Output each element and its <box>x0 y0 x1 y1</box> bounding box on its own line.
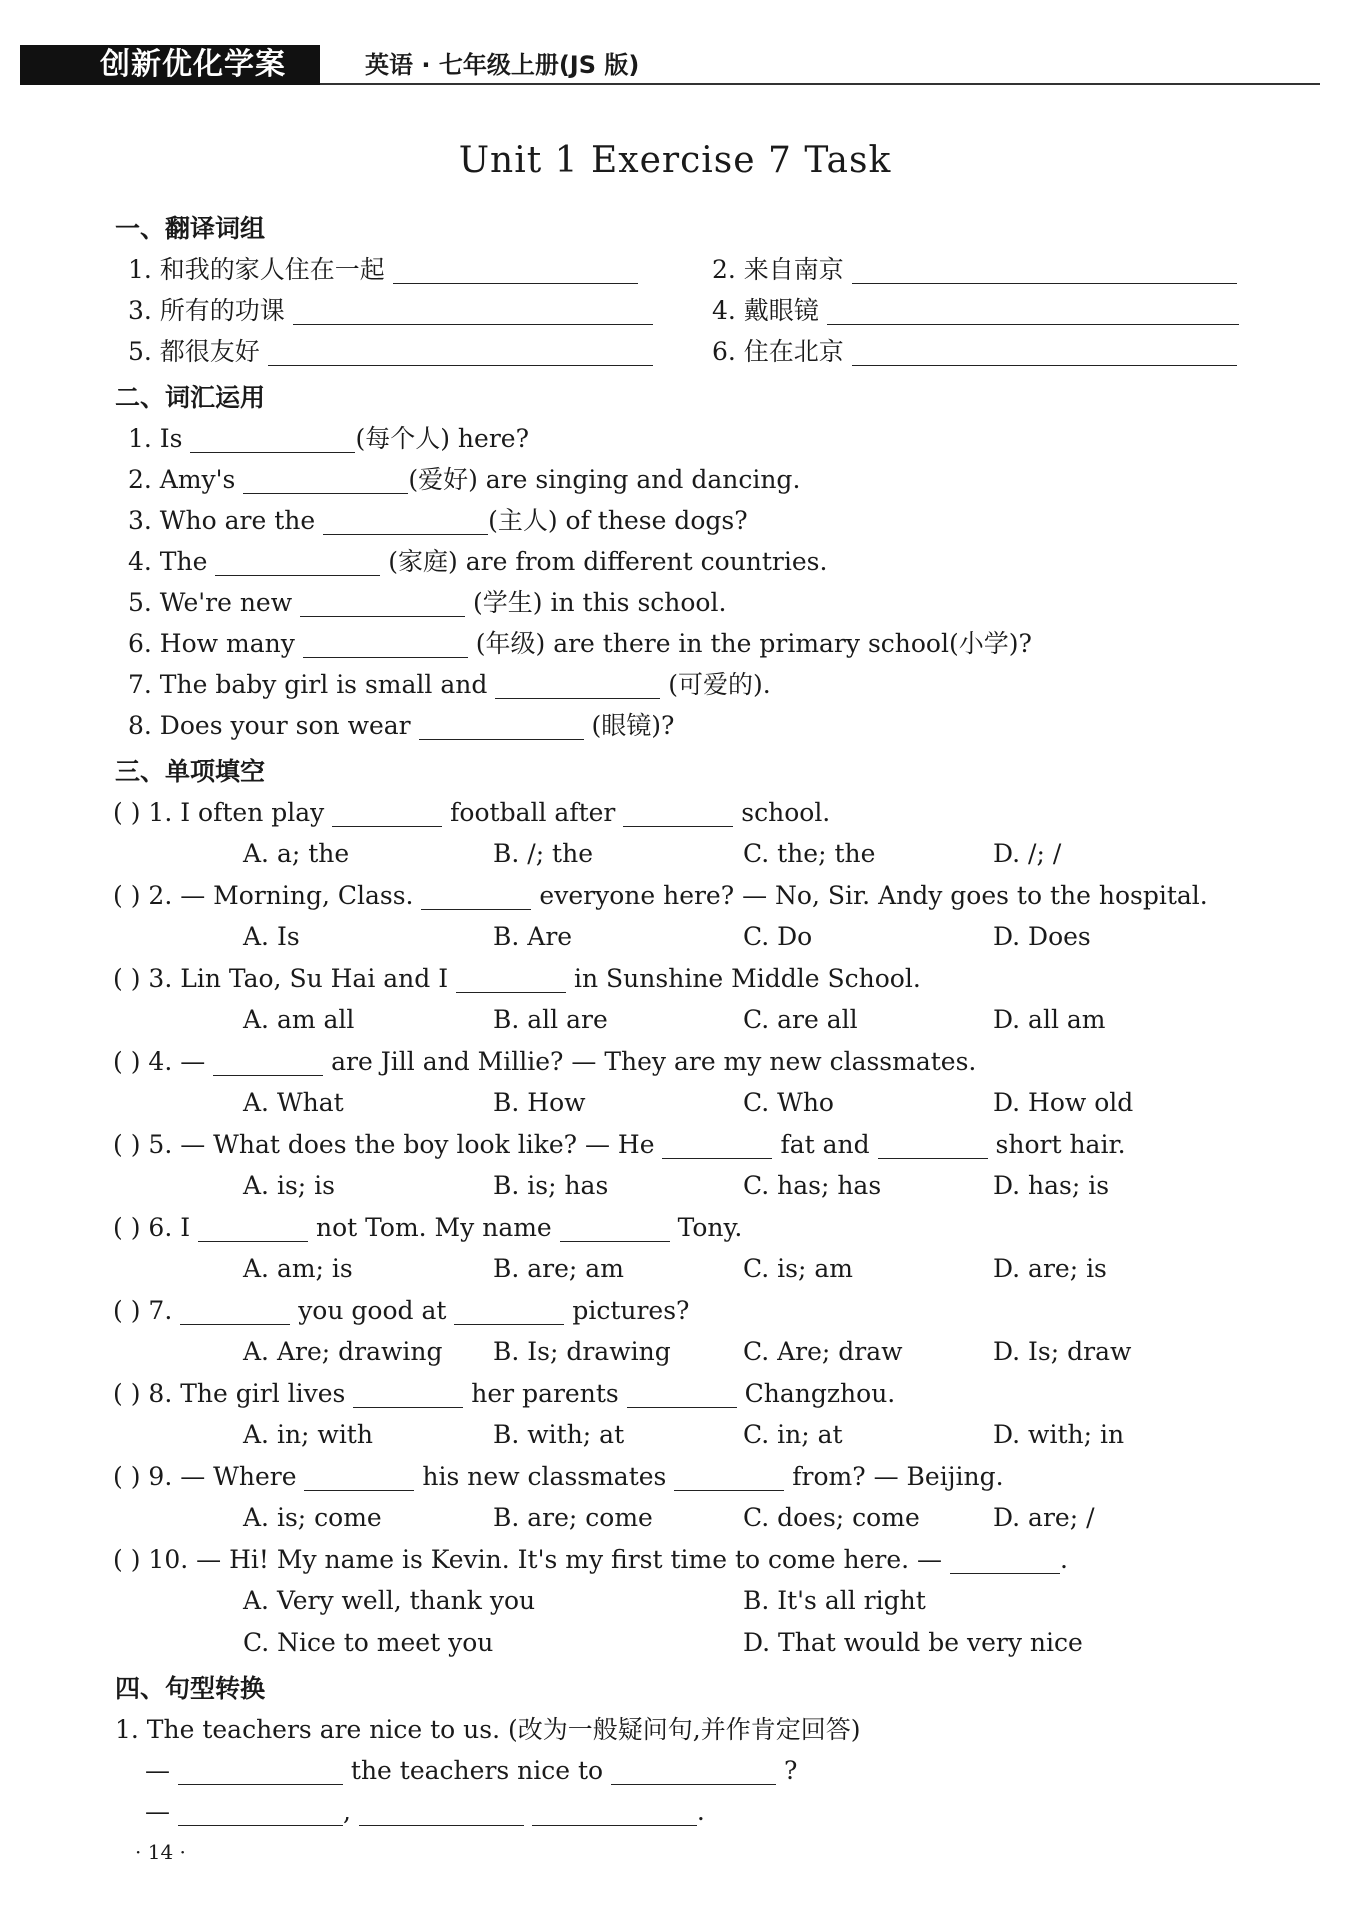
answer-blank[interactable] <box>293 300 653 325</box>
answer-paren[interactable]: ( ) <box>113 1545 141 1574</box>
mc-option[interactable]: B. all are <box>493 1005 608 1034</box>
s1-item-4: 4. 戴眼镜 <box>712 295 1239 327</box>
s1-item-1: 1. 和我的家人住在一起 <box>128 254 638 286</box>
header-rule <box>320 83 1320 85</box>
s2-item-1: 1. Is (每个人) here? <box>128 424 529 453</box>
answer-blank[interactable] <box>852 341 1237 366</box>
mc-question-7: ( ) 7. you good at pictures? <box>113 1296 690 1325</box>
answer-blank[interactable] <box>304 1466 414 1491</box>
s1-item-2: 2. 来自南京 <box>712 254 1237 286</box>
mc-option[interactable]: B. are; come <box>493 1503 653 1532</box>
answer-paren[interactable]: ( ) <box>113 881 141 910</box>
mc-option[interactable]: C. the; the <box>743 839 876 868</box>
s2-item-8: 8. Does your son wear (眼镜)? <box>128 711 675 740</box>
answer-paren[interactable]: ( ) <box>113 1047 141 1076</box>
mc-option[interactable]: D. /; / <box>993 839 1062 868</box>
mc-option[interactable]: C. are all <box>743 1005 858 1034</box>
mc-option[interactable]: B. It's all right <box>743 1586 926 1615</box>
answer-blank[interactable] <box>456 968 566 993</box>
s4-answer-line-1: — the teachers nice to ? <box>145 1756 798 1785</box>
mc-option[interactable]: C. Nice to meet you <box>243 1628 494 1657</box>
s1-item-5: 5. 都很友好 <box>128 336 653 368</box>
mc-question-10: ( ) 10. — Hi! My name is Kevin. It's my first time to come here. — . <box>113 1545 1068 1574</box>
answer-blank[interactable] <box>303 633 468 658</box>
mc-option[interactable]: D. are; / <box>993 1503 1095 1532</box>
mc-option[interactable]: D. Is; draw <box>993 1337 1132 1366</box>
mc-option[interactable]: D. has; is <box>993 1171 1110 1200</box>
page-title: Unit 1 Exercise 7 Task <box>458 140 892 181</box>
answer-blank[interactable] <box>950 1549 1060 1574</box>
section4-heading: 四、句型转换 <box>115 1674 266 1703</box>
mc-option[interactable]: A. is; come <box>243 1503 382 1532</box>
mc-question-5: ( ) 5. — What does the boy look like? — He fat and short hair. <box>113 1130 1126 1159</box>
answer-blank[interactable] <box>268 341 653 366</box>
answer-blank[interactable] <box>353 1383 463 1408</box>
answer-paren[interactable]: ( ) <box>113 1296 141 1325</box>
s2-item-6: 6. How many (年级) are there in the primary school(小学)? <box>128 629 1032 658</box>
answer-blank[interactable] <box>215 551 380 576</box>
mc-question-2: ( ) 2. — Morning, Class. everyone here? — No, Sir. Andy goes to the hospital. <box>113 881 1208 910</box>
answer-blank[interactable] <box>180 1300 290 1325</box>
s2-item-4: 4. The (家庭) are from different countries. <box>128 547 828 576</box>
mc-option[interactable]: A. in; with <box>243 1420 373 1449</box>
mc-option[interactable]: A. Is <box>243 922 300 951</box>
mc-option[interactable]: A. What <box>243 1088 344 1117</box>
mc-question-4: ( ) 4. — are Jill and Millie? — They are my new classmates. <box>113 1047 977 1076</box>
mc-option[interactable]: B. /; the <box>493 839 593 868</box>
mc-option[interactable]: B. How <box>493 1088 586 1117</box>
mc-option[interactable]: C. Who <box>743 1088 834 1117</box>
answer-blank[interactable] <box>627 1383 737 1408</box>
answer-blank[interactable] <box>495 674 660 699</box>
section1-heading: 一、翻译词组 <box>115 214 266 243</box>
s4-question-1: 1. The teachers are nice to us. (改为一般疑问句,并作肯定回答) <box>115 1715 861 1744</box>
mc-option[interactable]: B. Is; drawing <box>493 1337 671 1366</box>
book-title: 英语 · 七年级上册(JS 版) <box>365 51 640 79</box>
mc-option[interactable]: C. is; am <box>743 1254 853 1283</box>
section3-heading: 三、单项填空 <box>115 757 266 786</box>
answer-blank[interactable] <box>674 1466 784 1491</box>
answer-blank[interactable] <box>178 1801 343 1826</box>
answer-blank[interactable] <box>323 510 488 535</box>
mc-option[interactable]: B. is; has <box>493 1171 609 1200</box>
answer-blank[interactable] <box>532 1801 697 1826</box>
mc-question-8: ( ) 8. The girl lives her parents Changzhou. <box>113 1379 896 1408</box>
mc-option[interactable]: D. all am <box>993 1005 1106 1034</box>
answer-blank[interactable] <box>662 1134 772 1159</box>
mc-option[interactable]: C. in; at <box>743 1420 843 1449</box>
answer-blank[interactable] <box>419 715 584 740</box>
mc-question-6: ( ) 6. I not Tom. My name Tony. <box>113 1213 743 1242</box>
mc-option[interactable]: C. Do <box>743 922 813 951</box>
answer-blank[interactable] <box>198 1217 308 1242</box>
page-number: · 14 · <box>135 1840 186 1864</box>
mc-option[interactable]: A. is; is <box>243 1171 335 1200</box>
mc-question-9: ( ) 9. — Where his new classmates from? — Beijing. <box>113 1462 1004 1491</box>
mc-option[interactable]: D. That would be very nice <box>743 1628 1083 1657</box>
mc-option[interactable]: B. Are <box>493 922 573 951</box>
s1-item-3: 3. 所有的功课 <box>128 295 653 327</box>
mc-option[interactable]: B. are; am <box>493 1254 624 1283</box>
mc-option[interactable]: D. How old <box>993 1088 1134 1117</box>
s2-item-5: 5. We're new (学生) in this school. <box>128 588 727 617</box>
mc-question-3: ( ) 3. Lin Tao, Su Hai and I in Sunshine Middle School. <box>113 964 921 993</box>
mc-option[interactable]: B. with; at <box>493 1420 625 1449</box>
mc-option[interactable]: A. Very well, thank you <box>243 1586 536 1615</box>
mc-option[interactable]: C. has; has <box>743 1171 882 1200</box>
s4-answer-line-2: — , . <box>145 1797 705 1826</box>
answer-blank[interactable] <box>878 1134 988 1159</box>
s2-item-2: 2. Amy's (爱好) are singing and dancing. <box>128 465 801 494</box>
mc-option[interactable]: D. Does <box>993 922 1091 951</box>
answer-blank[interactable] <box>852 259 1237 284</box>
answer-paren[interactable]: ( ) <box>113 1379 141 1408</box>
mc-question-1: ( ) 1. I often play football after school. <box>113 798 831 827</box>
mc-option[interactable]: D. are; is <box>993 1254 1107 1283</box>
s1-item-6: 6. 住在北京 <box>712 336 1237 368</box>
answer-blank[interactable] <box>393 259 638 284</box>
answer-blank[interactable] <box>190 428 355 453</box>
answer-blank[interactable] <box>827 300 1239 325</box>
answer-blank[interactable] <box>243 469 408 494</box>
mc-option[interactable]: C. does; come <box>743 1503 920 1532</box>
answer-paren[interactable]: ( ) <box>113 1213 141 1242</box>
answer-blank[interactable] <box>213 1051 323 1076</box>
page-header <box>20 45 1320 85</box>
answer-blank[interactable] <box>332 802 442 827</box>
brand-logo: 创新优化学案 <box>20 45 320 85</box>
s2-item-7: 7. The baby girl is small and (可爱的). <box>128 670 771 699</box>
mc-option[interactable]: A. a; the <box>243 839 350 868</box>
section2-heading: 二、词汇运用 <box>115 383 266 412</box>
answer-blank[interactable] <box>623 802 733 827</box>
answer-paren[interactable]: ( ) <box>113 1462 141 1491</box>
s2-item-3: 3. Who are the (主人) of these dogs? <box>128 506 748 535</box>
answer-blank[interactable] <box>178 1760 343 1785</box>
answer-blank[interactable] <box>560 1217 670 1242</box>
answer-blank[interactable] <box>359 1801 524 1826</box>
answer-blank[interactable] <box>454 1300 564 1325</box>
answer-paren[interactable]: ( ) <box>113 964 141 993</box>
mc-option[interactable]: A. am all <box>243 1005 355 1034</box>
answer-paren[interactable]: ( ) <box>113 1130 141 1159</box>
mc-option[interactable]: D. with; in <box>993 1420 1125 1449</box>
mc-option[interactable]: C. Are; draw <box>743 1337 903 1366</box>
answer-blank[interactable] <box>421 885 531 910</box>
mc-option[interactable]: A. am; is <box>243 1254 353 1283</box>
answer-blank[interactable] <box>300 592 465 617</box>
answer-blank[interactable] <box>611 1760 776 1785</box>
mc-option[interactable]: A. Are; drawing <box>243 1337 443 1366</box>
answer-paren[interactable]: ( ) <box>113 798 141 827</box>
